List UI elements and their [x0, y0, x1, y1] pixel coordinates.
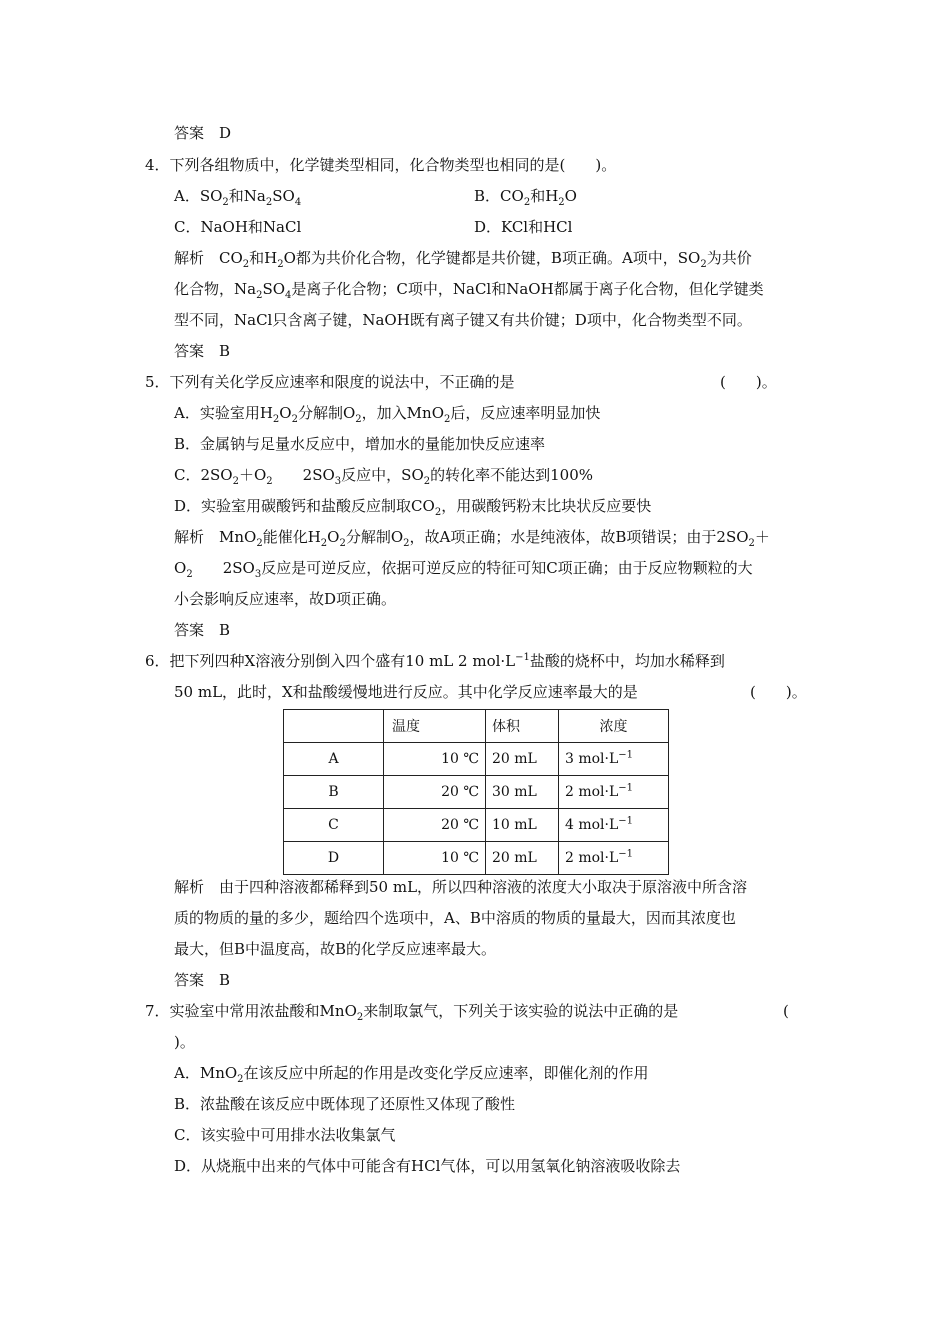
q7-option-d: D．从烧瓶中出来的气体中可能含有HCl气体，可以用氢氧化钠溶液吸收除去 — [174, 1157, 681, 1175]
q5-explanation-line2: $O_2$ $2SO_3$反应是可逆反应，依据可逆反应的特征可知C项正确；由于反应物颗粒的大 — [174, 559, 753, 580]
q7-stem: 7．实验室中常用浓盐酸和MnO$_2$来制取氯气，下列关于该实验的说法中正确的是 — [145, 1002, 679, 1023]
q7-answer-blank-open: ( — [783, 1002, 789, 1020]
q5-option-c: C．$2SO_2+O_2$ $2SO_3$反应中，$SO_2$的转化率不能达到100% — [174, 466, 594, 487]
q5-answer: 答案 B — [174, 621, 231, 639]
q7-answer-blank-close: )。 — [174, 1033, 195, 1051]
row-volume: 30 mL — [486, 776, 559, 809]
row-temperature: 20 ℃ — [384, 809, 486, 842]
row-temperature: 10 ℃ — [384, 842, 486, 875]
q5-stem: 5．下列有关化学反应速率和限度的说法中，不正确的是 — [145, 373, 515, 391]
q4-explanation-line3: 型不同，NaCl只含离子键，NaOH既有离子键又有共价键；D项中，化合物类型不同。 — [174, 311, 752, 329]
q4-explanation-line2: 化合物，$Na_2SO_4$是离子化合物；C项中，NaCl和NaOH都属于离子化合物，但化学键类 — [174, 280, 764, 301]
row-label: C — [284, 809, 384, 842]
row-volume: 10 mL — [486, 809, 559, 842]
row-concentration: 2 $mol\cdot L^{-1}$ — [559, 842, 669, 875]
row-volume: 20 mL — [486, 842, 559, 875]
row-concentration: 3 $mol\cdot L^{-1}$ — [559, 743, 669, 776]
q5-explanation-line3: 小会影响反应速率，故D项正确。 — [174, 590, 397, 608]
q5-answer-blank: ( )。 — [720, 373, 777, 391]
q5-explanation-line1: 解析 MnO$_2$能催化$H_2O_2$分解制$O_2$，故A项正确；水是纯液体，故B项错误；由于$2SO_2+$ — [174, 528, 770, 549]
q4-option-c: C．NaOH和NaCl — [174, 218, 302, 236]
q6-data-table — [283, 709, 669, 875]
q6-explanation-line3: 最大，但B中温度高，故B的化学反应速率最大。 — [174, 940, 497, 958]
q4-stem: 4．下列各组物质中，化学键类型相同，化合物类型也相同的是( )。 — [145, 156, 617, 174]
row-temperature: 20 ℃ — [384, 776, 486, 809]
q3-answer: 答案 D — [174, 124, 232, 142]
row-temperature: 10 ℃ — [384, 743, 486, 776]
table-row — [284, 842, 669, 875]
table-row — [284, 809, 669, 842]
q5-option-b: B．金属钠与足量水反应中，增加水的量能加快反应速率 — [174, 435, 546, 453]
table-row — [284, 743, 669, 776]
row-concentration: 2 $mol\cdot L^{-1}$ — [559, 776, 669, 809]
q7-option-b: B．浓盐酸在该反应中既体现了还原性又体现了酸性 — [174, 1095, 516, 1113]
q4-option-a: A．$SO_2$和$Na_2SO_4$ — [174, 187, 302, 208]
q7-option-a: A．MnO$_2$在该反应中所起的作用是改变化学反应速率，即催化剂的作用 — [174, 1064, 649, 1085]
q4-answer: 答案 B — [174, 342, 231, 360]
q6-answer-blank: ( )。 — [750, 683, 807, 701]
q6-stem-line1: 6．把下列四种X溶液分别倒入四个盛有10 mL 2 $mol\cdot L^{-1}$盐酸的烧杯中，均加水稀释到 — [145, 652, 725, 670]
q4-option-b: B．$CO_2$和$H_2O$ — [474, 187, 577, 208]
q4-explanation-line1: 解析 $CO_2$和$H_2O$都为共价化合物，化学键都是共价键，B项正确。A项中，$SO_2$为共价 — [174, 249, 752, 270]
table-header-cell: 浓度 — [559, 710, 669, 743]
q4-option-d: D．KCl和HCl — [474, 218, 573, 236]
row-label: B — [284, 776, 384, 809]
q6-stem-line2: 50 mL，此时，X和盐酸缓慢地进行反应。其中化学反应速率最大的是 — [174, 683, 638, 701]
table-header-row — [284, 710, 669, 743]
q6-explanation-line1: 解析 由于四种溶液都稀释到50 mL，所以四种溶液的浓度大小取决于原溶液中所含溶 — [174, 878, 748, 896]
table-header-cell: 体积 — [486, 710, 559, 743]
row-volume: 20 mL — [486, 743, 559, 776]
table-row — [284, 776, 669, 809]
q6-answer: 答案 B — [174, 971, 231, 989]
table-header-cell: 温度 — [384, 710, 486, 743]
q5-option-d: D．实验室用碳酸钙和盐酸反应制取$CO_2$，用碳酸钙粉末比块状反应要快 — [174, 497, 652, 518]
row-label: A — [284, 743, 384, 776]
q7-option-c: C．该实验中可用排水法收集氯气 — [174, 1126, 396, 1144]
table-header-cell — [284, 710, 384, 743]
row-label: D — [284, 842, 384, 875]
row-concentration: 4 $mol\cdot L^{-1}$ — [559, 809, 669, 842]
q5-option-a: A．实验室用$H_2O_2$分解制$O_2$，加入MnO$_2$后，反应速率明显加快 — [174, 404, 601, 425]
q6-explanation-line2: 质的物质的量的多少，题给四个选项中，A、B中溶质的物质的量最大，因而其浓度也 — [174, 909, 736, 927]
